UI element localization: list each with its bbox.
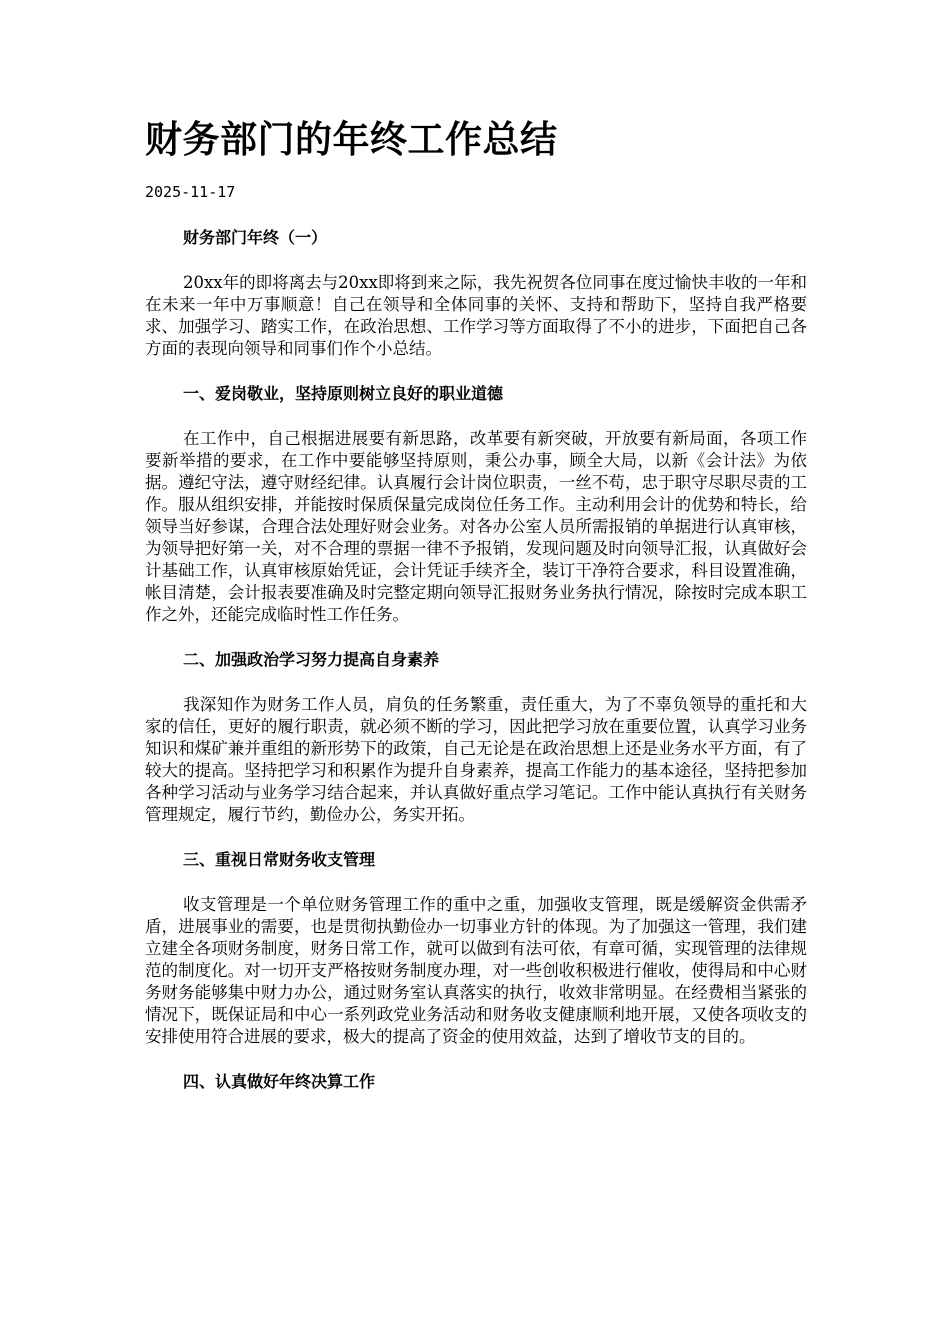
document-date: 2025-11-17 — [145, 183, 236, 201]
section-heading-2: 二、加强政治学习努力提高自身素养 — [183, 650, 440, 669]
section-heading-4: 四、认真做好年终决算工作 — [183, 1072, 376, 1091]
section-body-3: 收支管理是一个单位财务管理工作的重中之重，加强收支管理，既是缓解资金供需矛盾，进展事业的需要，也是贯彻执勤俭办一切事业方针的体现。为了加强这一管理，我们建立建全各项财务制度，财务日常工作，就可以做到有法可依，有章可循，实现管理的法律规范的制度化。对一切开支严格按财务制度办理，对一些创收积极进行催收，使得局和中心财务财务能够集中财力办公，通过财务室认真落实的执行，收效非常明显。在经费相当紧张的情况下，既保证局和中心一系列政党业务活动和财务收支健康顺利地开展，又使各项收支的安排使用符合进展的要求，极大的提高了资金的使用效益，达到了增收节支的目的。 — [145, 895, 807, 1046]
section-heading-1: 一、爱岗敬业，坚持原则树立良好的职业道德 — [183, 384, 504, 403]
section-heading-3: 三、重视日常财务收支管理 — [183, 850, 376, 869]
intro-paragraph: 20xx年的即将离去与20xx即将到来之际，我先祝贺各位同事在度过愉快丰收的一年和在未来一年中万事顺意！自己在领导和全体同事的关怀、支持和帮助下，坚持自我严格要求、加强学习、踏实工作，在政治思想、工作学习等方面取得了不小的进步，下面把自己各方面的表现向领导和同事们作个小总结。 — [145, 273, 807, 358]
section-body-1: 在工作中，自己根据进展要有新思路，改革要有新突破，开放要有新局面，各项工作要新举措的要求，在工作中要能够坚持原则，秉公办事，顾全大局，以新《会计法》为依据。遵纪守法，遵守财经纪律。认真履行会计岗位职责，一丝不苟，忠于职守尽职尽责的工作。服从组织安排，并能按时保质保量完成岗位任务工作。主动利用会计的优势和特长，给领导当好参谋，合理合法处理好财会业务。对各办公室人员所需报销的单据进行认真审核，为领导把好第一关，对不合理的票据一律不予报销，发现问题及时向领导汇报，认真做好会计基础工作，认真审核原始凭证，会计凭证手续齐全，装订干净符合要求，科目设置准确，帐目清楚，会计报表要准确及时完整定期向领导汇报财务业务执行情况，除按时完成本职工作之外，还能完成临时性工作任务。 — [145, 429, 807, 624]
section-body-2: 我深知作为财务工作人员，肩负的任务繁重，责任重大，为了不辜负领导的重托和大家的信任，更好的履行职责，就必须不断的学习，因此把学习放在重要位置，认真学习业务知识和煤矿兼并重组的新形势下的政策，自己无论是在政治思想上还是业务水平方面，有了较大的提高。坚持把学习和积累作为提升自身素养，提高工作能力的基本途径，坚持把参加各种学习活动与业务学习结合起来，并认真做好重点学习笔记。工作中能认真执行有关财务管理规定，履行节约，勤俭办公，务实开拓。 — [145, 695, 807, 824]
document-page — [145, 112, 807, 1092]
document-subtitle: 财务部门年终（一） — [183, 228, 328, 247]
document-title: 财务部门的年终工作总结 — [145, 118, 558, 161]
